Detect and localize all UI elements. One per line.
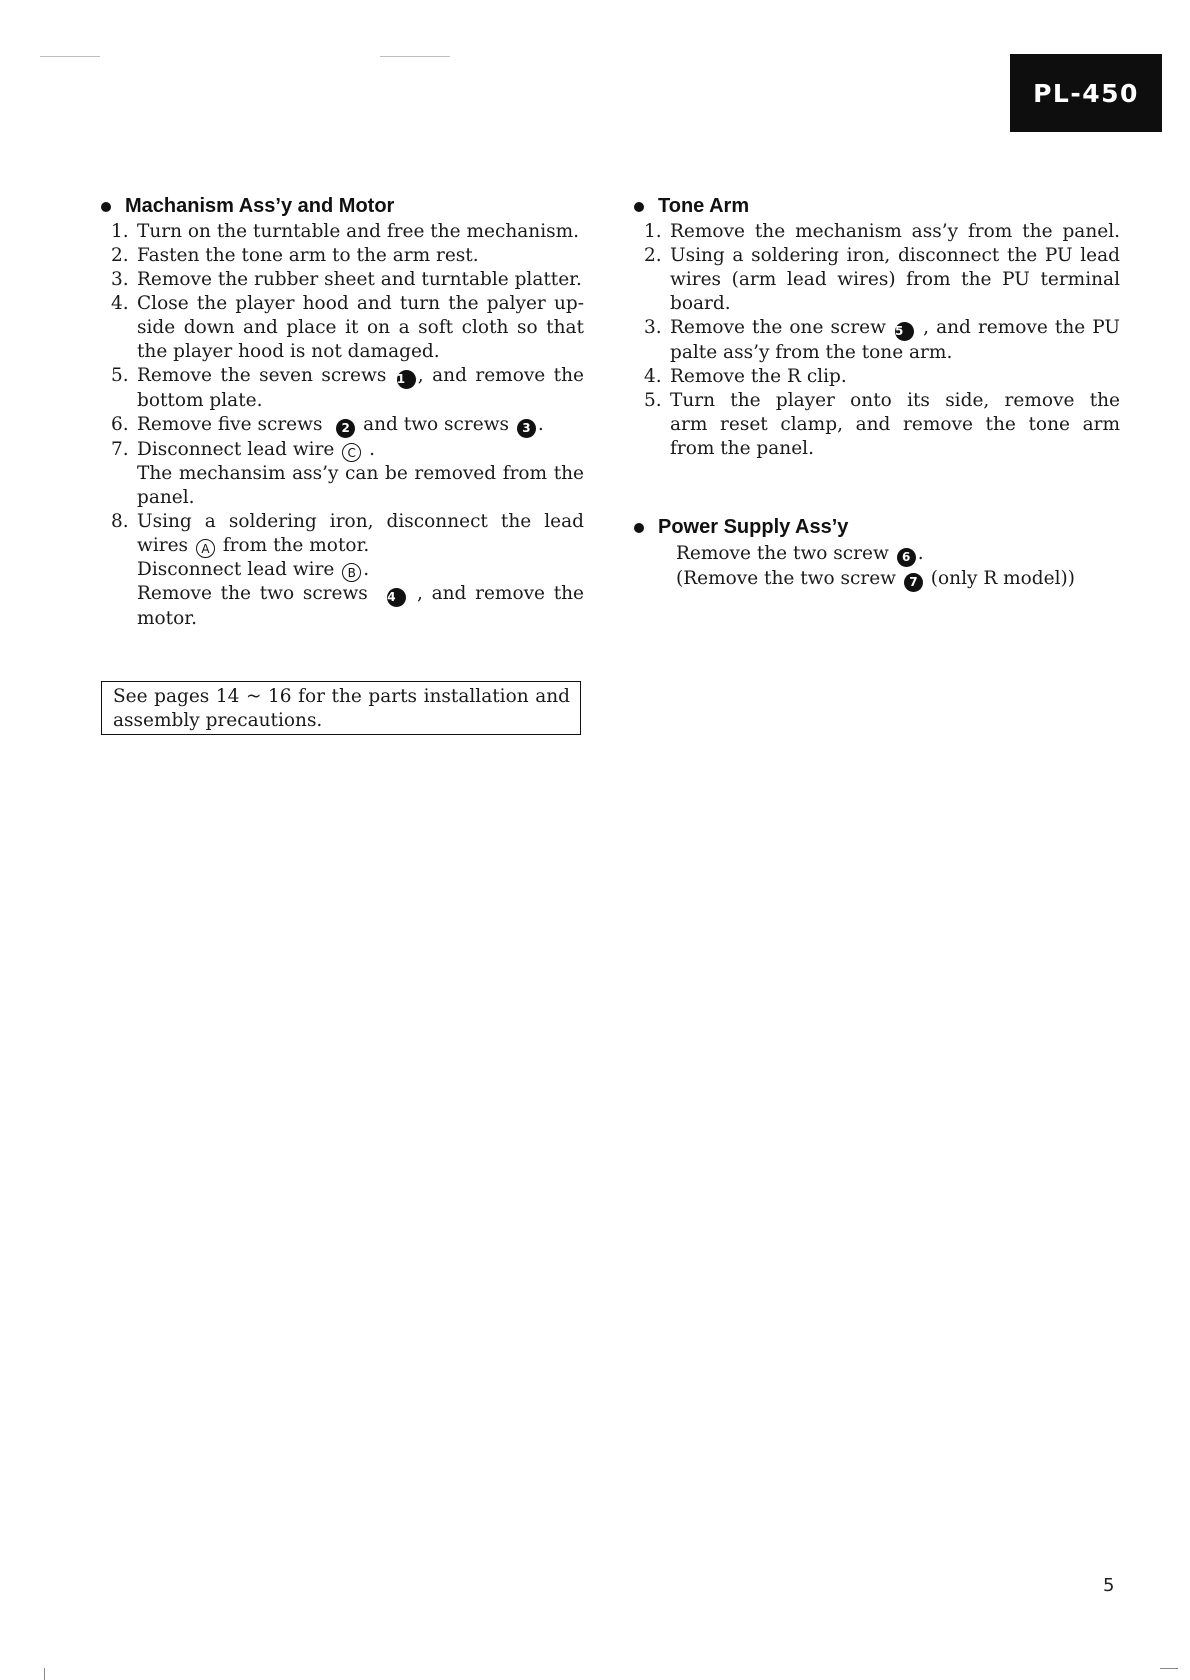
bullet-icon — [634, 523, 644, 533]
step-text: . — [537, 414, 544, 435]
section-title — [634, 193, 1120, 220]
step-item — [634, 389, 1120, 461]
step-text: The mechansim ass’y can be removed from the — [137, 463, 584, 484]
step-number: 3. — [111, 269, 129, 290]
step-text: Remove the seven screws — [137, 365, 387, 386]
step-text: motor. — [137, 608, 197, 629]
scan-speck — [40, 56, 100, 57]
step-text: Disconnect lead wire — [137, 439, 335, 460]
step-text: bottom plate. — [137, 390, 263, 411]
step-number: 6. — [111, 414, 129, 435]
step-text: Fasten the tone arm to the arm rest. — [137, 245, 479, 266]
power-supply-line — [634, 567, 1120, 592]
step-item — [101, 220, 584, 244]
step-number: 4. — [111, 293, 129, 314]
step-text: Remove the mechanism ass’y from the panel. — [670, 221, 1120, 242]
step-text: , and remove the — [417, 365, 584, 386]
scan-speck — [1160, 1668, 1178, 1669]
section-title — [101, 193, 584, 220]
step-text: Disconnect lead wire — [137, 559, 335, 580]
step-text: . — [369, 439, 376, 460]
step-text: arm reset clamp, and remove the tone arm — [670, 414, 1120, 435]
step-number: 7. — [111, 439, 129, 460]
step-number: 1. — [111, 221, 129, 242]
section-title-text: Power Supply Ass’y — [658, 516, 849, 538]
step-text: palte ass’y from the tone arm. — [670, 342, 953, 363]
section-power-supply — [634, 514, 1120, 592]
step-number: 4. — [644, 366, 662, 387]
step-text: from the motor. — [222, 535, 370, 556]
step-text: Remove the R clip. — [670, 366, 847, 387]
section-title — [634, 514, 1120, 541]
note-text: See pages 14 ~ 16 for the parts installation and — [113, 686, 570, 707]
step-number: 8. — [111, 511, 129, 532]
step-text: (only R model)) — [930, 568, 1075, 589]
step-text: Remove five screws — [137, 414, 323, 435]
section-mechanism — [101, 193, 584, 631]
screw-ref-icon: 5 — [895, 322, 914, 341]
scan-speck — [44, 1668, 45, 1680]
step-number: 1. — [644, 221, 662, 242]
note-box — [101, 681, 581, 735]
step-text: Remove the two screw — [676, 543, 889, 564]
step-text: wires (arm lead wires) from the PU terminal — [670, 269, 1120, 290]
step-number: 2. — [111, 245, 129, 266]
step-text: Turn on the turntable and free the mechanism. — [137, 221, 580, 242]
step-text: , and remove the PU — [923, 317, 1120, 338]
step-item — [101, 292, 584, 364]
step-text: and two screws — [363, 414, 510, 435]
model-badge: PL-450 — [1010, 54, 1162, 132]
section-title-text: Machanism Ass’y and Motor — [125, 195, 395, 217]
lead-wire-ref-icon: A — [196, 539, 215, 558]
step-text: from the panel. — [670, 438, 814, 459]
bullet-icon — [101, 202, 111, 212]
section-title-text: Tone Arm — [658, 195, 750, 217]
step-text: . — [363, 559, 370, 580]
screw-ref-icon: 4 — [387, 588, 406, 607]
mechanism-steps — [101, 220, 584, 631]
step-item — [634, 244, 1120, 316]
step-text: Remove the two screws — [137, 583, 368, 604]
section-tone-arm — [634, 193, 1120, 461]
step-item — [101, 413, 584, 438]
step-number: 2. — [644, 245, 662, 266]
page-number: 5 — [1103, 1575, 1115, 1596]
step-item — [101, 438, 584, 510]
screw-ref-icon: 2 — [336, 419, 355, 438]
lead-wire-ref-icon: C — [342, 443, 361, 462]
step-text: panel. — [137, 487, 195, 508]
step-item — [101, 510, 584, 631]
screw-ref-icon: 1 — [397, 370, 416, 389]
step-number: 5. — [111, 365, 129, 386]
step-number: 5. — [644, 390, 662, 411]
bullet-icon — [634, 202, 644, 212]
step-item — [101, 268, 584, 292]
tone-arm-steps — [634, 220, 1120, 461]
step-text: Using a soldering iron, disconnect the lead — [137, 511, 584, 532]
lead-wire-ref-icon: B — [342, 563, 361, 582]
step-text: Remove the one screw — [670, 317, 886, 338]
step-text: Remove the rubber sheet and turntable platter. — [137, 269, 582, 290]
step-item — [101, 244, 584, 268]
step-text: side down and place it on a soft cloth so that — [137, 317, 584, 338]
step-text: (Remove the two screw — [676, 568, 897, 589]
step-text: , and remove the — [417, 583, 585, 604]
step-item — [634, 220, 1120, 244]
step-item — [634, 316, 1120, 365]
power-supply-line — [634, 541, 1120, 567]
step-text: Close the player hood and turn the palyer up- — [137, 293, 584, 314]
step-text: the player hood is not damaged. — [137, 341, 440, 362]
note-text: assembly precautions. — [113, 710, 323, 731]
step-text: board. — [670, 293, 731, 314]
step-number: 3. — [644, 317, 662, 338]
screw-ref-icon: 6 — [897, 548, 916, 567]
step-text: Turn the player onto its side, remove the — [670, 390, 1120, 411]
step-item — [634, 365, 1120, 389]
scan-speck — [380, 56, 450, 57]
screw-ref-icon: 3 — [517, 419, 536, 438]
screw-ref-icon: 7 — [904, 573, 923, 592]
step-text: . — [917, 543, 924, 564]
step-item — [101, 364, 584, 413]
step-text: wires — [137, 535, 189, 556]
step-text: Using a soldering iron, disconnect the PU lead — [670, 245, 1120, 266]
